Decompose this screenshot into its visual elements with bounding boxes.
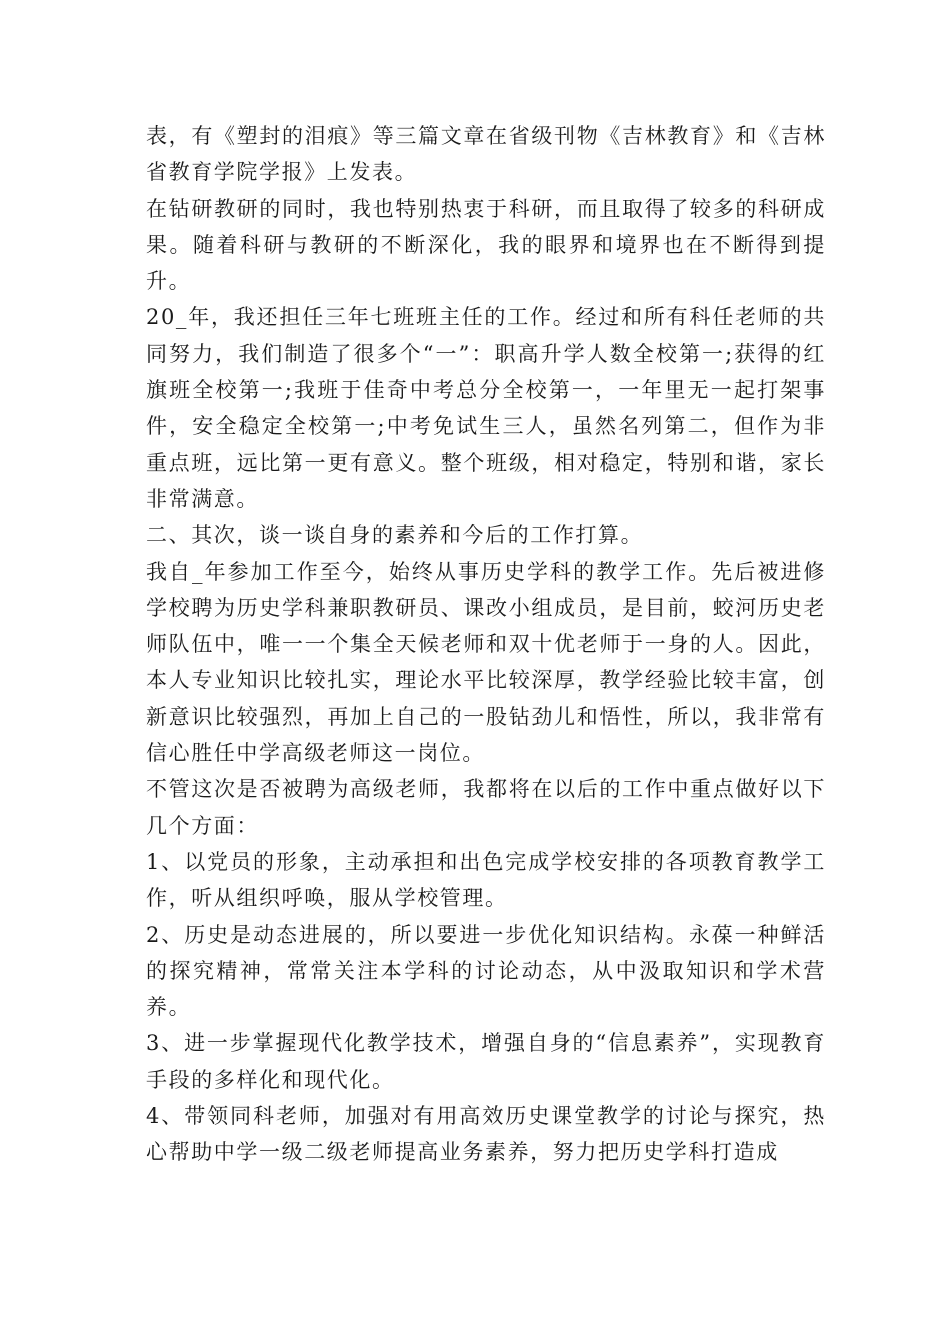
paragraph-3: 20_年，我还担任三年七班班主任的工作。经过和所有科任老师的共同努力，我们制造了很多个“一”：职高升学人数全校第一;获得的红旗班全校第一;我班于佳奇中考总分全校第一，一年里无一起打架事件，安全稳定全校第一;中考免试生三人，虽然名列第二，但作为非重点班，远比第一更有意义。整个班级，相对稳定，特别和谐，家长非常满意。 (146, 305, 826, 511)
paragraph-5: 我自_年参加工作至今，始终从事历史学科的教学工作。先后被进修学校聘为历史学科兼职教研员、课改小组成员，是目前，蛟河历史老师队伍中，唯一一个集全天候老师和双十优老师于一身的人。因此，本人专业知识比较扎实，理论水平比较深厚，教学经验比较丰富，创新意识比较强烈，再加上自己的一股钻劲儿和悟性，所以，我非常有信心胜任中学高级老师这一岗位。 (146, 559, 826, 766)
paragraph-10: 4、带领同科老师，加强对有用高效历史课堂教学的讨论与探究，热心帮助中学一级二级老师提高业务素养，努力把历史学科打造成 (146, 1104, 826, 1165)
paragraph-4: 二、其次，谈一谈自身的素养和今后的工作打算。 (146, 523, 644, 548)
paragraph-2: 在钻研教研的同时，我也特别热衷于科研，而且取得了较多的科研成果。随着科研与教研的不断深化，我的眼界和境界也在不断得到提升。 (146, 196, 826, 294)
paragraph-1: 表，有《塑封的泪痕》等三篇文章在省级刊物《吉林教育》和《吉林省教育学院学报》上发表。 (146, 124, 826, 185)
document-body (146, 118, 826, 1171)
paragraph-9: 3、进一步掌握现代化教学技术，增强自身的“信息素养”，实现教育手段的多样化和现代化。 (146, 1031, 826, 1092)
paragraph-6: 不管这次是否被聘为高级老师，我都将在以后的工作中重点做好以下几个方面： (146, 777, 826, 838)
paragraph-8: 2、历史是动态进展的，所以要进一步优化知识结构。永葆一种鲜活的探究精神，常常关注本学科的讨论动态，从中汲取知识和学术营养。 (146, 922, 826, 1020)
paragraph-7: 1、以党员的形象，主动承担和出色完成学校安排的各项教育教学工作，听从组织呼唤，服从学校管理。 (146, 849, 826, 911)
